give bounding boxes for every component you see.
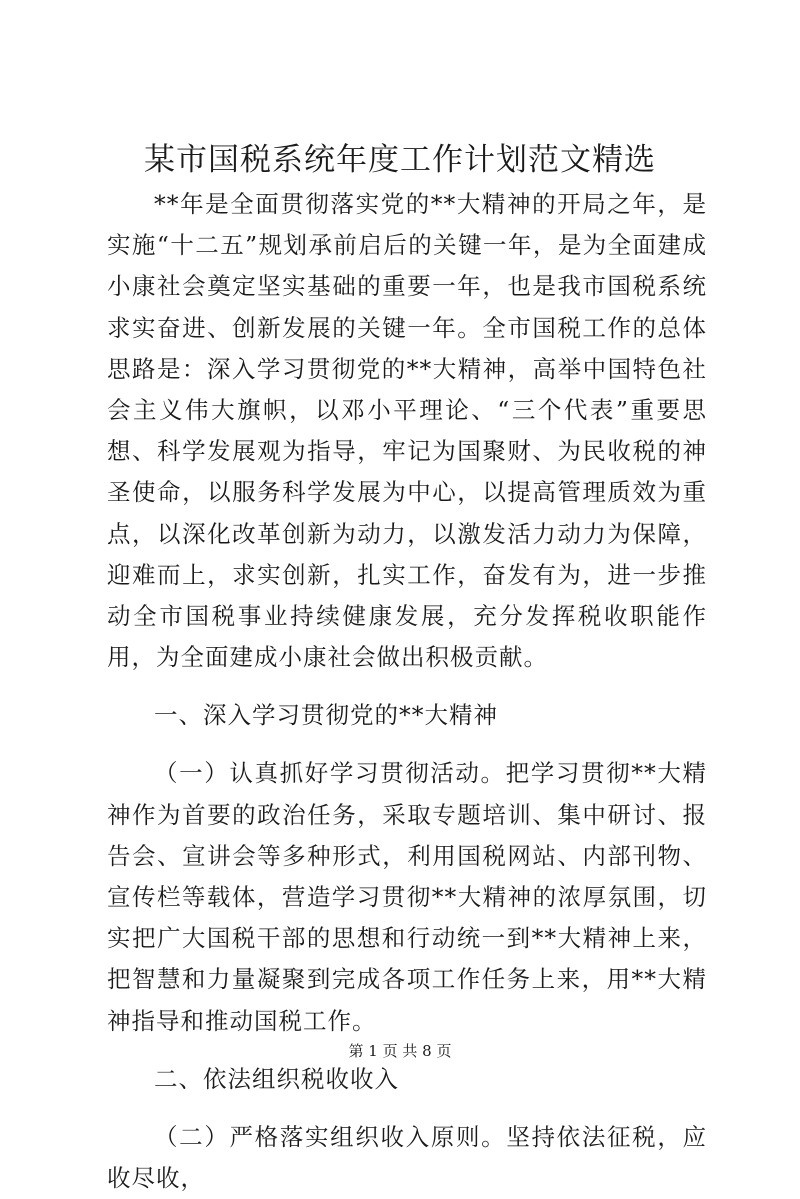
section-heading-2: 二、依法组织税收收入 [154, 1064, 399, 1093]
document-title: 某市国税系统年度工作计划范文精选 [144, 142, 656, 178]
page-footer: 第 1 页 共 8 页 [348, 1042, 452, 1060]
section-paragraph-1: （一）认真抓好学习贯彻活动。把学习贯彻**大精神作为首要的政治任务，采取专题培训、集中研讨、报告会、宣讲会等多种形式，利用国税网站、内部刊物、宣传栏等载体，营造学习贯彻**大精神的浓厚氛围，切实把广大国税干部的思想和行动统一到**大精神上来，把智慧和力量凝聚到完成各项工作任务上来，用**大精神指导和推动国税工作。 [107, 759, 707, 1035]
section-paragraph-2: （二）严格落实组织收入原则。坚持依法征税，应收尽收， [107, 1122, 707, 1193]
intro-paragraph: **年是全面贯彻落实党的**大精神的开局之年，是实施“十二五”规划承前启后的关键一年，是为全面建成小康社会奠定坚实基础的重要一年，也是我市国税系统求实奋进、创新发展的关键一年。全市国税工作的总体思路是：深入学习贯彻党的**大精神，高举中国特色社会主义伟大旗帜，以邓小平理论、“三个代表”重要思想、科学发展观为指导，牢记为国聚财、为民收税的神圣使命，以服务科学发展为中心，以提高管理质效为重点，以深化改革创新为动力，以激发活力动力为保障，迎难而上，求实创新，扎实工作，奋发有为，进一步推动全市国税事业持续健康发展，充分发挥税收职能作用，为全面建成小康社会做出积极贡献。 [107, 190, 707, 672]
section-heading-1: 一、深入学习贯彻党的**大精神 [154, 701, 498, 730]
